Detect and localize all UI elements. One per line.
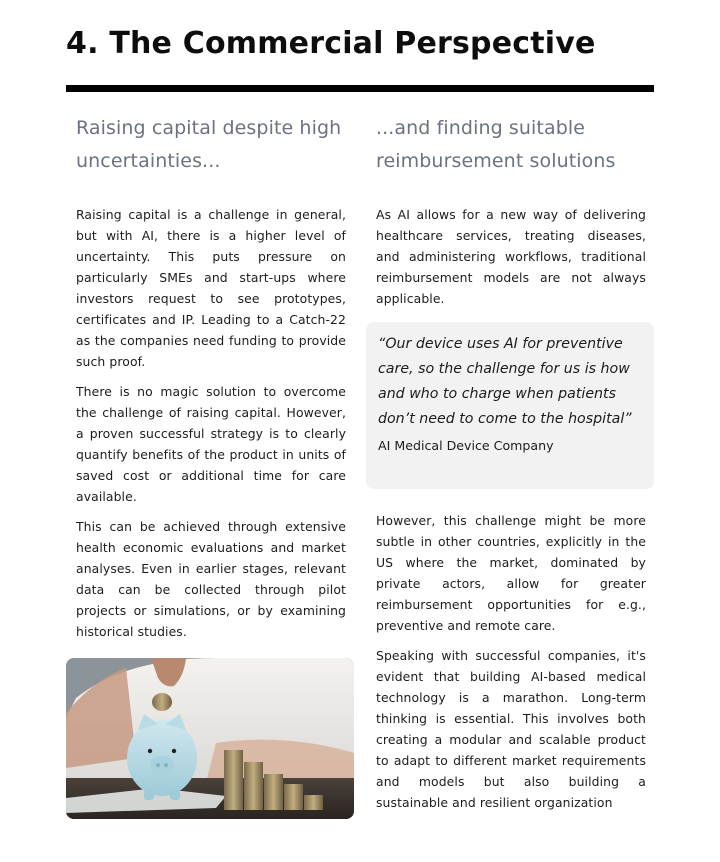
- left-paragraph-1: Raising capital is a challenge in general, but with AI, there is a higher level of uncertainty. This puts pressure on particularly SMEs and start-ups where investors request to see prototypes, certificates and IP. Leading to a Catch-22 as the companies need funding to provide such proof.: [76, 207, 346, 369]
- right-column-heading: ...and finding suitable reimbursement solutions: [376, 117, 616, 172]
- quote-callout: [366, 322, 654, 489]
- right-paragraph-1: As AI allows for a new way of delivering healthcare services, treating diseases, and administering workflows, traditional reimbursement models are not always applicable.: [376, 207, 646, 306]
- right-paragraph-3: Speaking with successful companies, it's evident that building AI-based medical technology is a marathon. Long-term thinking is essential. This involves both creating a modular and scalable product to adapt to different market requirements and models but also building a sustainable and resilient organization: [376, 648, 646, 810]
- title-divider: [66, 85, 654, 92]
- page-title: 4. The Commercial Perspective: [66, 26, 596, 61]
- left-column: [76, 112, 346, 639]
- quote-text: “Our device uses AI for preventive care, so the challenge for us is how and who to charge when patients don’t need to come to the hospital”: [378, 336, 632, 427]
- quote-source: AI Medical Device Company: [378, 438, 554, 453]
- falling-coin: [152, 693, 172, 711]
- piggy-bank-photo: [66, 658, 354, 819]
- right-paragraph-2: However, this challenge might be more subtle in other countries, explicitly in the US where the market, dominated by private actors, allow for greater reimbursement opportunities for e.g., preventive and remote care.: [376, 513, 646, 633]
- left-paragraph-3: This can be achieved through extensive health economic evaluations and market analyses. Even in earlier stages, relevant data can be collected through pilot projects or simulations, or by examining historical studies.: [76, 519, 346, 639]
- left-column-heading: Raising capital despite high uncertainties...: [76, 117, 342, 172]
- left-paragraph-2: There is no magic solution to overcome the challenge of raising capital. However, a proven successful strategy is to clearly quantify benefits of the product in units of saved cost or additional time for care available.: [76, 384, 346, 504]
